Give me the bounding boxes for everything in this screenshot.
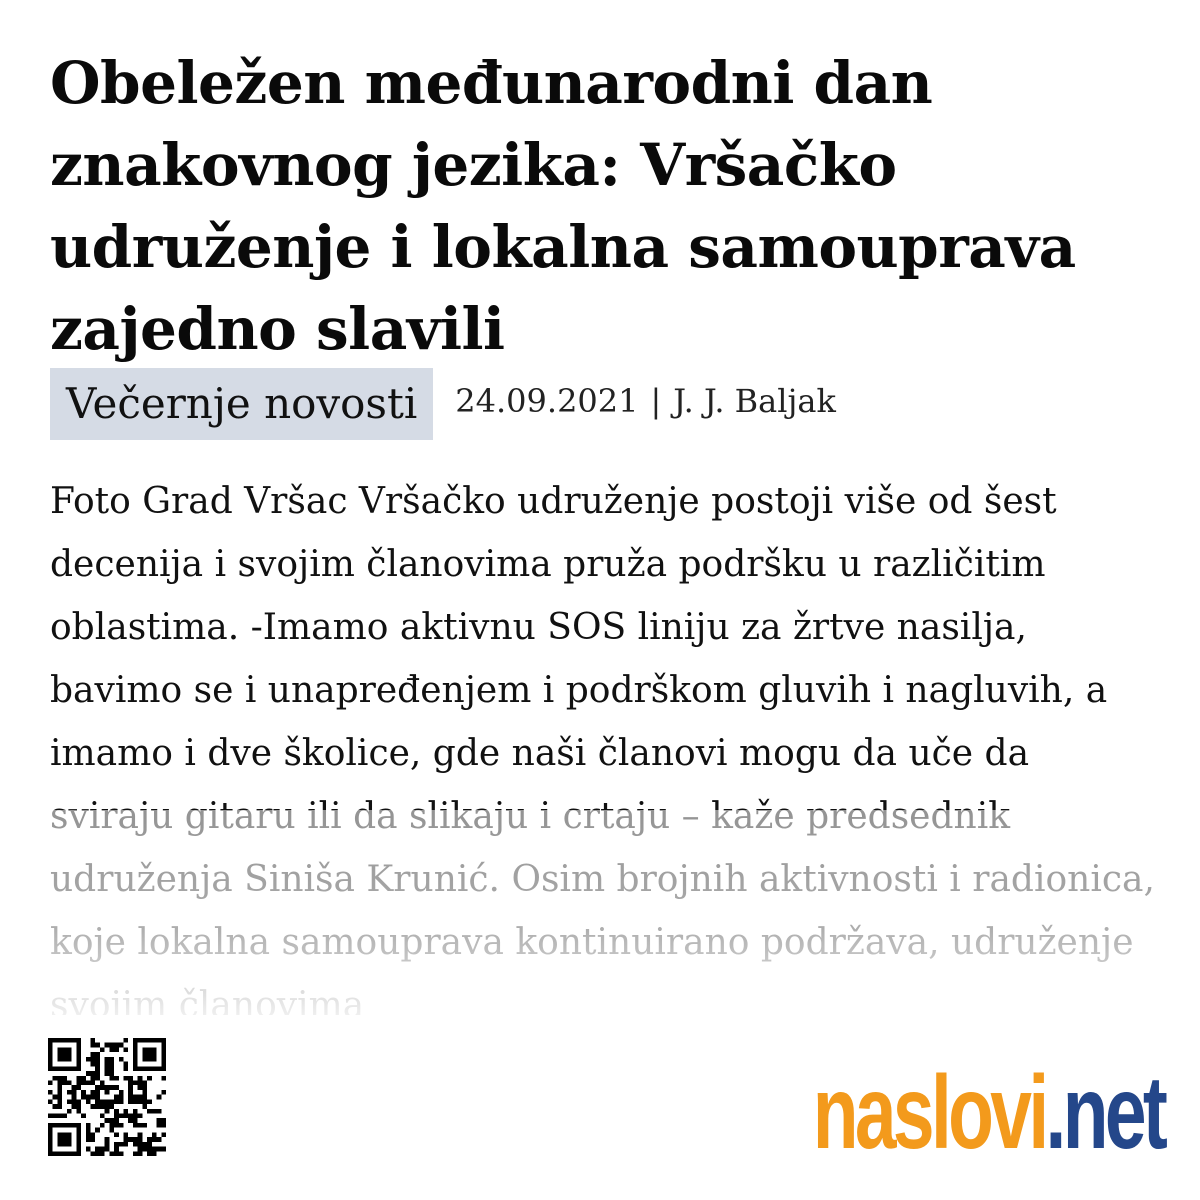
- article-headline[interactable]: Obeležen međunarodni dan znakovnog jezika: Vršačko udruženje i lokalna samouprava zajedno slavili: [50, 49, 1076, 363]
- text-fade-overlay: [0, 810, 1200, 1020]
- logo-name: naslovi: [812, 1055, 1046, 1171]
- dateline: [455, 382, 836, 420]
- article-author: J. J. Baljak: [673, 382, 836, 420]
- naslovi-logo[interactable]: [812, 1055, 1164, 1171]
- logo-tld: .net: [1045, 1055, 1164, 1171]
- article-date: 24.09.2021: [455, 382, 639, 420]
- source-badge[interactable]: Večernje novosti: [50, 368, 433, 440]
- meta-separator: |: [650, 382, 662, 420]
- qr-code-icon[interactable]: [48, 1038, 166, 1156]
- article-meta: [50, 368, 836, 440]
- article-body: Foto Grad Vršac Vršačko udruženje postoji više od šest decenija i svojim članovima pruža podršku u različitim oblastima. -Imamo aktivnu SOS liniju za žrtve nasilja, bavimo se i unapređenjem i podrškom gluvih i nagluvih, a imamo i dve školice, gde naši članovi mogu da uče da: [50, 481, 1108, 774]
